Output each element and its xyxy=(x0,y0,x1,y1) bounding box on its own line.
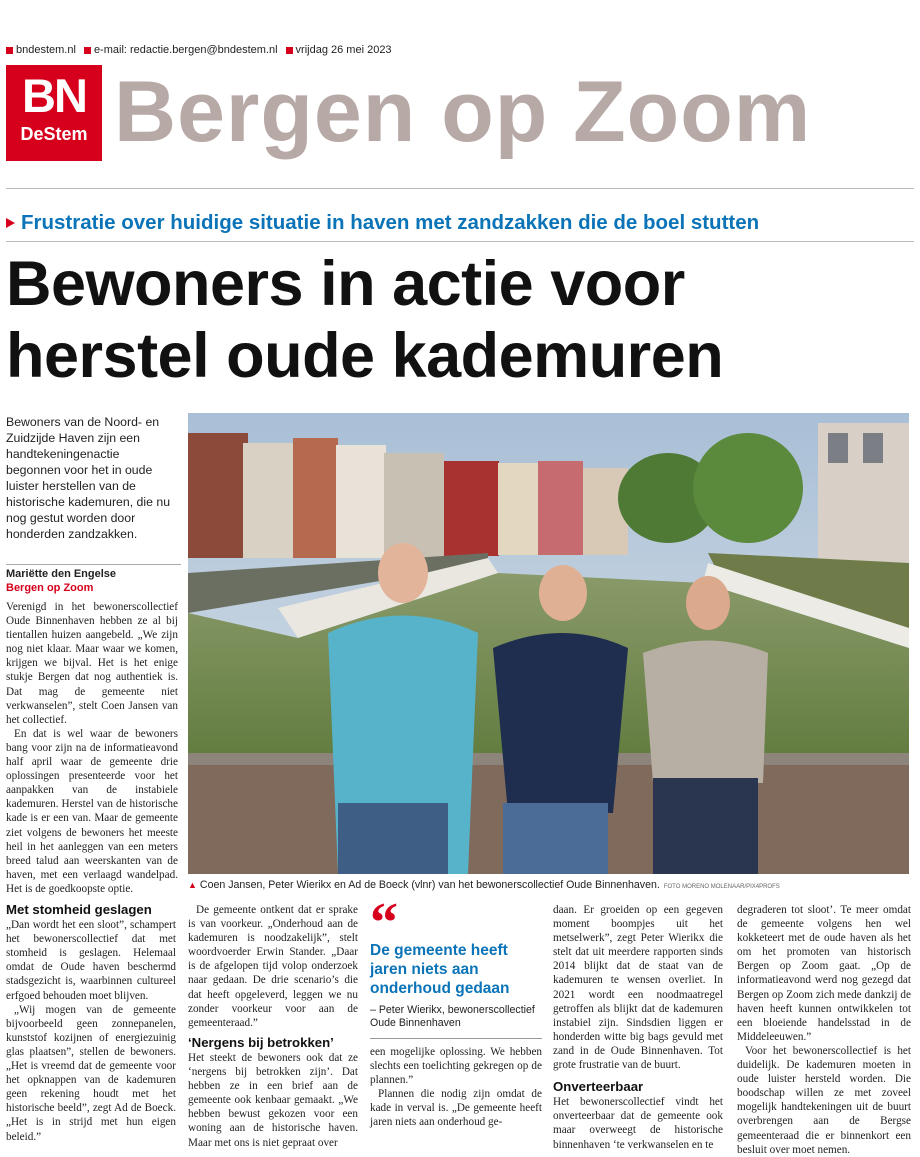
issue-date: vrijdag 26 mei 2023 xyxy=(286,44,392,56)
body-paragraph: „Wij mogen van de gemeente bijvoorbeeld geen zonnepanelen, kunststof kozijnen of energiezuinig glas plaatsen”, stellen de bewoners. „Het is vreemd dat de gemeente voor het opknappen van de kademuren geen rekening houdt met het historische beeld”, zegt Ad de Boeck. „Het is in strijd met hun eigen beleid.” xyxy=(6,1003,176,1143)
subhead-stomheid: Met stomheid geslagen xyxy=(6,902,152,917)
kicker-text: Frustratie over huidige situatie in haven met zandzakken die de boel stutten xyxy=(21,211,760,234)
kicker-arrow-icon xyxy=(6,218,15,228)
bullet-square-icon xyxy=(6,47,13,54)
byline xyxy=(6,561,181,594)
masthead-meta xyxy=(6,44,392,56)
lead-paragraph: En dat is wel waar de bewoners bang voor zijn na de informatieavond half april waar de gemeente drie oplossingen presenteerde voor het aanpakken van de instabiele kademuren. Herstel van de historische kade is er een van. Maar de gemeente ziet volgens de bewoners het meeste heil in het aanleggen van een meters breed talud aan weerskanten van de haven, met een verlaagd wandelpad. Het is de goedkoopste optie. xyxy=(6,727,178,895)
quote-mark-icon: “ xyxy=(370,892,398,954)
subhead-betrokken: ‘Nergens bij betrokken’ xyxy=(188,1034,334,1050)
subhead-onverteerbaar: Onverteerbaar xyxy=(553,1079,644,1095)
bullet-square-icon xyxy=(286,47,293,54)
author-name: Mariëtte den Engelse xyxy=(6,568,117,580)
logo-initials: BN xyxy=(22,69,86,122)
body-paragraph: De gemeente ontkent dat er sprake is van voorkeur. „Onderhoud aan de kademuren is noodzakelijk”, stelt woordvoerder Erwin Stander. „Daar is de afgelopen tijd volop onderzoek naar gedaan. De drie scenario’s die dat heeft opgeleverd, leggen we nu zonder voorkeur voor aan de gemeenteraad.” xyxy=(188,904,358,1029)
article-photo[interactable] xyxy=(188,413,909,874)
masthead-divider xyxy=(6,188,914,189)
body-paragraph: daan. Er groeiden op een gegeven moment boompjes uit het metselwerk”, zegt Peter Wierikx die stelt dat uit meerdere rapporten sinds 2014 blijkt dat de staat van de kademuren te wensen overliet. In 2021 wordt een noodmaatregel getroffen als blijkt dat de kademuren instabiel zijn. Sindsdien liggen er honderden witte big bags gevuld met zand in de Oude Binnenhaven. Tot grote frustratie van de buurt. xyxy=(553,904,723,1072)
body-column-4 xyxy=(553,903,723,1152)
body-paragraph: „Dan wordt het een sloot”, schampert het bewonerscollectief dat met stomheid is geslagen. Helemaal omdat de Oude haven beschermd stadsgezicht is, waarbinnen cultureel erfgoed behouden moet blijven. xyxy=(6,919,176,1002)
lead-column xyxy=(6,600,178,896)
body-column-1 xyxy=(6,903,176,1144)
body-paragraph: Voor het bewonerscollectief is het duidelijk. De kademuren moeten in oude luister hersteld worden. Die boodschap willen ze met zoveel mogelijk handtekeningen uit de buurt overbrengen aan de Bergse gemeenteraad die er binnenkort een besluit over moet nemen. xyxy=(737,1044,911,1156)
photo-credit: FOTO MORENO MOLENAAR/PIX4PROFS xyxy=(663,884,780,890)
body-paragraph: een mogelijke oplossing. We hebben slechts een toelichting gekregen op de plannen.” xyxy=(370,1046,542,1087)
email-link[interactable]: e-mail: redactie.bergen@bndestem.nl xyxy=(84,44,278,56)
pull-quote xyxy=(370,892,542,1030)
body-paragraph: Het steekt de bewoners ook dat ze ‘nergens bij betrokken zijn’. Dat hebben ze in een brief aan de gemeente ook kenbaar gemaakt. „We hebben bewust gekozen voor een woning aan de historische haven. Maar met ons is niet gepraat over xyxy=(188,1051,358,1149)
headline-line-2: herstel oude kademuren xyxy=(6,321,724,391)
body-paragraph: degraderen tot sloot’. Te meer omdat de gemeente volgens hen wel kokketeert met de oude haven als het om het promoten van historisch Bergen op Zoom gaat. „Op de informatieavond werd nog gezegd dat Bergen op Zoom zich mede dankzij de haven heeft kunnen ontwikkelen tot een bloeiende handelsstad in de Middeleeuwen.” xyxy=(737,904,911,1043)
article-kicker xyxy=(6,211,759,235)
lead-paragraph: Verenigd in het bewonerscollectief Oude Binnenhaven hebben ze al bij tientallen huizen aangebeld. „We zijn nog niet klaar. Maar waar we komen, krijgen we bijval. Het is het enige stukje Bergen dat nog authentiek is. Dat mag de gemeente niet verkwanselen”, stelt Coen Jansen van het collectief. xyxy=(6,601,178,726)
body-column-3 xyxy=(370,892,542,1130)
body-column-5 xyxy=(737,903,911,1157)
newspaper-logo xyxy=(6,65,102,161)
pull-quote-text: De gemeente heeft jaren niets aan onderhoud gedaan xyxy=(370,942,510,997)
photo-caption xyxy=(188,879,909,891)
body-paragraph: Het bewonerscollectief vindt het onverteerbaar dat de gemeente ook maar overweegt de historische binnenhaven ‘te verkwanselen en te xyxy=(553,1096,723,1151)
article-intro: Bewoners van de Noord- en Zuidzijde Haven zijn een handtekeningenactie begonnen voor het in oude luister herstellen van de historische kademuren, die nu nog gestut worden door honderden zandzakken. xyxy=(6,415,171,541)
body-paragraph: Plannen die nodig zijn omdat de kade in verval is. „De gemeente heeft jaren niets aan onderhoud ge- xyxy=(370,1088,542,1129)
kicker-divider xyxy=(6,241,914,242)
site-link[interactable]: bndestem.nl xyxy=(6,44,76,56)
body-column-2 xyxy=(188,903,358,1150)
bullet-square-icon xyxy=(84,47,91,54)
logo-name: DeStem xyxy=(20,124,88,144)
article-headline xyxy=(6,248,914,392)
dateline-location: Bergen op Zoom xyxy=(6,582,94,594)
pull-quote-divider xyxy=(370,1038,542,1039)
caption-triangle-icon: ▲ xyxy=(188,880,197,890)
byline-divider xyxy=(6,564,181,565)
photo-harbour-scene xyxy=(188,413,909,874)
section-title: Bergen op Zoom xyxy=(114,64,812,160)
pull-quote-source: – Peter Wierikx, bewonerscollectief Oude Binnenhaven xyxy=(370,1004,535,1029)
caption-text: Coen Jansen, Peter Wierikx en Ad de Boeck (vlnr) van het bewonerscollectief Oude Binnenhaven. xyxy=(199,879,660,891)
headline-line-1: Bewoners in actie voor xyxy=(6,249,685,319)
